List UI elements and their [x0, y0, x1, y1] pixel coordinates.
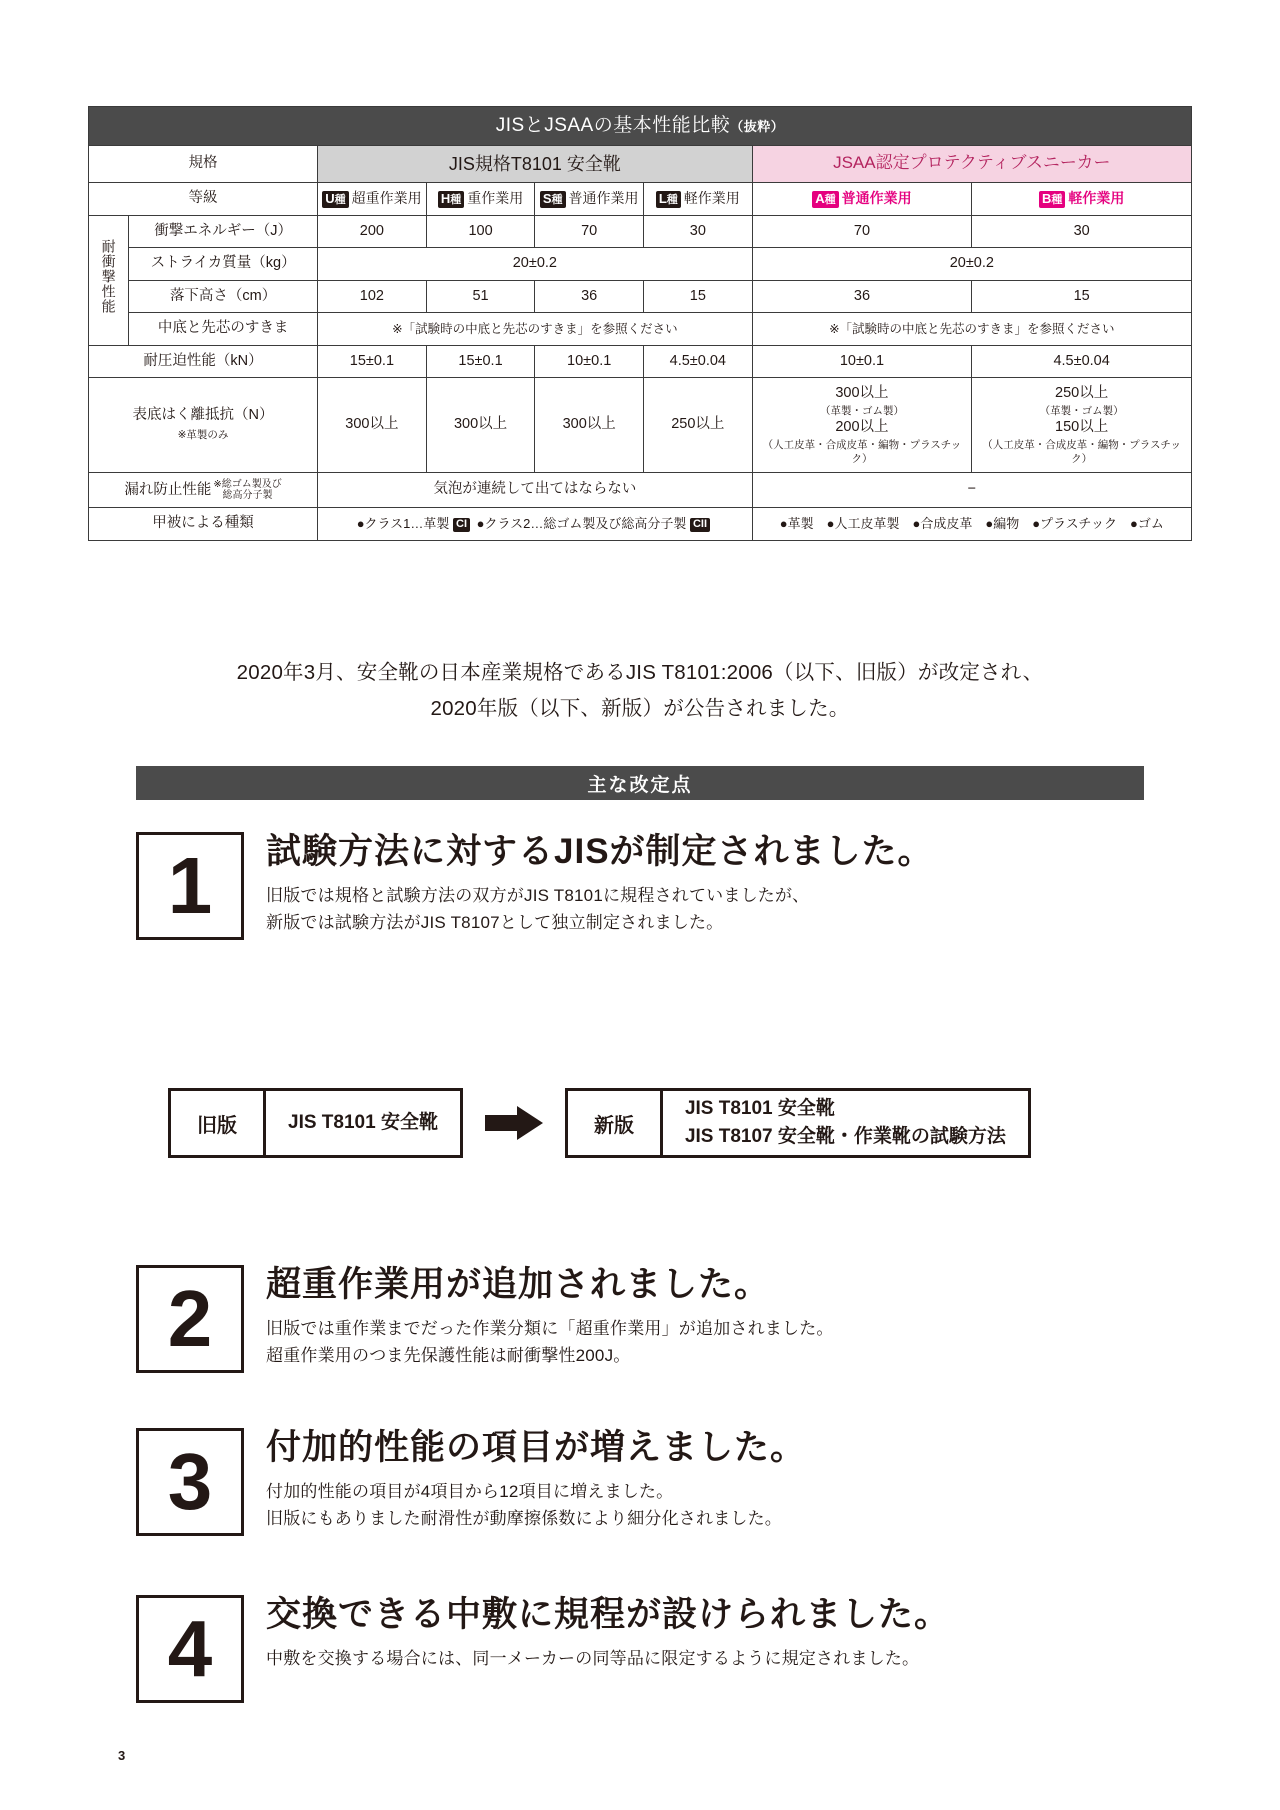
item-desc-3: [266, 1478, 1146, 1532]
peel-b-line1-note: （革製・ゴム製）: [1039, 404, 1124, 417]
table-row: [89, 472, 1192, 507]
peel-b-line2-value: 150以上: [1055, 419, 1109, 436]
grade-badge-a: A種: [812, 191, 838, 208]
peel-b-line2-note: （人工皮革・合成皮革・編物・プラスチック）: [982, 438, 1181, 465]
cell-value: 15±0.1: [318, 345, 427, 378]
table-title-note: （抜粋）: [730, 119, 785, 134]
row-label-note: ※総ゴム製及び 総高分子製: [213, 478, 282, 501]
item-number-4: 4: [136, 1595, 244, 1703]
peel-a-line1-value: 300以上: [835, 385, 889, 402]
old-version-tag: 旧版: [171, 1091, 266, 1155]
intro-paragraph: [0, 655, 1280, 727]
table-row: [89, 248, 1192, 281]
cell-value: 10±0.1: [535, 345, 644, 378]
row-label-upper-type: 甲被による種類: [89, 507, 318, 540]
cell-value: 102: [318, 280, 427, 313]
item-desc-2-line2: 超重作業用のつま先保護性能は耐衝撃性200J。: [266, 1346, 631, 1366]
class1-badge: CI: [453, 518, 470, 532]
cell-value: 300以上: [318, 378, 427, 473]
item-desc-3-line1: 付加的性能の項目が4項目から12項目に増えました。: [266, 1482, 674, 1502]
table-row: [89, 507, 1192, 540]
grade-badge-b: B種: [1039, 191, 1065, 208]
cell-value: 300以上: [535, 378, 644, 473]
old-version-box: [168, 1088, 463, 1158]
peel-b-line1-value: 250以上: [1055, 385, 1109, 402]
cell-value: ※「試験時の中底と先芯のすきま」を参照ください: [318, 313, 753, 346]
row-label-note: ※革製のみ: [177, 429, 229, 442]
item-desc-2: [266, 1315, 1146, 1369]
cell-value: 10±0.1: [752, 345, 972, 378]
item-body-4: [266, 1595, 1146, 1672]
row-group-label-impact: 耐衝撃性能: [89, 215, 129, 345]
cell-value: ※「試験時の中底と先芯のすきま」を参照ください: [752, 313, 1191, 346]
grade-cell-l: [644, 182, 753, 215]
revision-item-1: [136, 832, 1146, 937]
grade-label: 重作業用: [467, 190, 524, 207]
row-label-drop-height: 落下高さ（cm）: [129, 280, 318, 313]
table-row: [89, 313, 1192, 346]
upper-jis-class2: ●クラス2…総ゴム製及び総高分子製: [476, 515, 687, 531]
item-number-2: 2: [136, 1265, 244, 1373]
comparison-table-container: [88, 106, 1192, 541]
grade-label: 普通作業用: [568, 190, 639, 207]
header-jsaa: JSAA認定プロテクティブスニーカー: [752, 145, 1191, 182]
row-label-standard: 規格: [89, 145, 318, 182]
item-desc-1: [266, 882, 1146, 936]
cell-value-peel-a: [752, 378, 972, 473]
new-version-box: [565, 1088, 1031, 1158]
grade-badge-u: U種: [322, 191, 348, 208]
cell-value-upper-jis: [318, 507, 753, 540]
cell-value: 36: [535, 280, 644, 313]
upper-jis-class1: ●クラス1…革製: [356, 515, 450, 531]
arrow-right-icon: [485, 1106, 543, 1140]
row-label-text: 漏れ防止性能: [124, 481, 212, 498]
row-label-leak: [89, 472, 318, 507]
new-version-line2: JIS T8107 安全靴・作業靴の試験方法: [684, 1126, 1006, 1147]
table-title-cell: [89, 107, 1192, 146]
row-label-peel: [89, 378, 318, 473]
table-row: [89, 182, 1192, 215]
cell-value: 200: [318, 215, 427, 248]
grade-cell-u: [318, 182, 427, 215]
header-jis: JIS規格T8101 安全靴: [318, 145, 753, 182]
table-title: JISとJSAAの基本性能比較: [495, 115, 731, 136]
grade-label: 普通作業用: [841, 190, 912, 207]
cell-value: 4.5±0.04: [644, 345, 753, 378]
intro-line-1: 2020年3月、安全靴の日本産業規格であるJIS T8101:2006（以下、旧版）が改定され、: [236, 661, 1044, 684]
cell-value: 15±0.1: [426, 345, 535, 378]
grade-label: 軽作業用: [1068, 190, 1125, 207]
table-row: [89, 280, 1192, 313]
cell-value: 51: [426, 280, 535, 313]
cell-value: 36: [752, 280, 972, 313]
peel-a-line2-note: （人工皮革・合成皮革・編物・プラスチック）: [762, 438, 962, 465]
comparison-table: [88, 106, 1192, 541]
grade-label: 超重作業用: [351, 190, 422, 207]
item-title-3: 付加的性能の項目が増えました。: [266, 1428, 807, 1467]
table-row: [89, 145, 1192, 182]
cell-value: 30: [972, 215, 1192, 248]
revision-item-3: [136, 1428, 1146, 1533]
row-label-text: 表底はく離抵抗（N）: [132, 406, 274, 423]
peel-a-line1-note: （革製・ゴム製）: [819, 404, 904, 417]
item-desc-3-line2: 旧版にもありました耐滑性が動摩擦係数により細分化されました。: [266, 1509, 782, 1529]
grade-badge-h: H種: [438, 191, 464, 208]
item-desc-4: [266, 1645, 1146, 1672]
cell-value: 20±0.2: [318, 248, 753, 281]
item-number-1: 1: [136, 832, 244, 940]
grade-label: 軽作業用: [683, 190, 740, 207]
new-version-line1: JIS T8101 安全靴: [684, 1098, 835, 1120]
new-version-content: [663, 1091, 1028, 1155]
cell-value: −: [752, 472, 1191, 507]
grade-badge-l: L種: [656, 191, 681, 208]
cell-value: 250以上: [644, 378, 753, 473]
cell-value: 15: [644, 280, 753, 313]
grade-badge-s: S種: [540, 191, 566, 208]
row-label-impact-energy: 衝撃エネルギー（J）: [129, 215, 318, 248]
item-body-1: [266, 832, 1146, 937]
item-body-2: [266, 1265, 1146, 1370]
row-label-gap: 中底と先芯のすきま: [129, 313, 318, 346]
new-version-tag: 新版: [568, 1091, 663, 1155]
cell-value-peel-b: [972, 378, 1192, 473]
cell-value: 70: [535, 215, 644, 248]
item-title-4: 交換できる中敷に規程が設けられました。: [266, 1595, 951, 1634]
cell-value: 70: [752, 215, 972, 248]
peel-a-line2-value: 200以上: [835, 419, 889, 436]
item-title-2: 超重作業用が追加されました。: [266, 1265, 771, 1304]
revision-item-4: [136, 1595, 1146, 1693]
row-label-striker-mass: ストライカ質量（kg）: [129, 248, 318, 281]
section-heading-bar: 主な改定点: [136, 766, 1144, 800]
item-desc-4-line1: 中敷を交換する場合には、同一メーカーの同等品に限定するように規定されました。: [266, 1649, 920, 1669]
table-row: [89, 345, 1192, 378]
version-comparison: [168, 1088, 1031, 1158]
intro-line-2: 2020年版（以下、新版）が公告されました。: [430, 696, 850, 720]
table-row: [89, 378, 1192, 473]
table-title-row: [89, 107, 1192, 146]
row-label-compression: 耐圧迫性能（kN）: [89, 345, 318, 378]
grade-cell-a: [752, 182, 972, 215]
cell-value: 30: [644, 215, 753, 248]
cell-value: 300以上: [426, 378, 535, 473]
cell-value: 4.5±0.04: [972, 345, 1192, 378]
item-desc-1-line2: 新版では試験方法がJIS T8107として独立制定されました。: [266, 913, 724, 933]
grade-cell-s: [535, 182, 644, 215]
old-version-content: JIS T8101 安全靴: [288, 1112, 438, 1134]
cell-value: 100: [426, 215, 535, 248]
revision-item-2: [136, 1265, 1146, 1370]
item-body-3: [266, 1428, 1146, 1533]
cell-value-upper-jsaa: ●革製 ●人工皮革製 ●合成皮革 ●編物 ●プラスチック ●ゴム: [752, 507, 1191, 540]
cell-value: 気泡が連続して出てはならない: [318, 472, 753, 507]
grade-cell-h: [426, 182, 535, 215]
row-label-grade: 等級: [89, 182, 318, 215]
cell-value: 15: [972, 280, 1192, 313]
item-desc-1-line1: 旧版では規格と試験方法の双方がJIS T8101に規程されていましたが、: [266, 886, 810, 906]
grade-cell-b: [972, 182, 1192, 215]
item-number-3: 3: [136, 1428, 244, 1536]
page-number: 3: [118, 1748, 126, 1763]
item-title-1: 試験方法に対するJISが制定されました。: [266, 832, 934, 871]
item-desc-2-line1: 旧版では重作業までだった作業分類に「超重作業用」が追加されました。: [266, 1319, 834, 1339]
table-row: [89, 215, 1192, 248]
class2-badge: CII: [690, 518, 710, 532]
cell-value: 20±0.2: [752, 248, 1191, 281]
